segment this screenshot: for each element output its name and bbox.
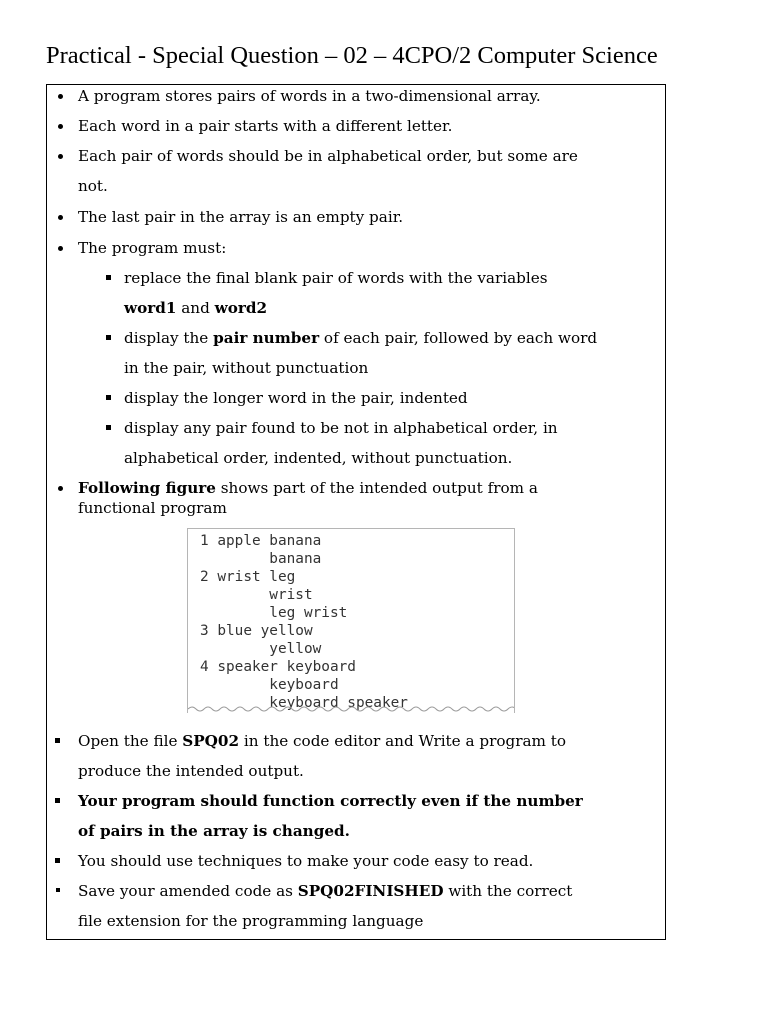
task-text-part: in the code editor and Write a program to [239,732,567,750]
output-line: 3 blue yellow [200,623,313,639]
bullet-text: Each pair of words should be in alphabetical order, but some are [78,147,578,165]
square-bullet-icon [106,425,111,430]
square-bullet-icon [106,275,111,280]
task-text-part: with the correct [443,882,573,900]
task-text-part: Open the file [78,732,183,750]
task-text-bold-continued: of pairs in the array is changed. [78,822,350,840]
task-text-part: Save your amended code as [78,882,298,900]
requirement-text-part: display the [124,329,214,347]
figure-intro-bold: Following figure [78,479,216,497]
output-line: banana [200,551,322,567]
output-line: 1 apple banana [200,533,322,549]
output-line: 2 wrist leg [200,569,296,585]
output-line: yellow [200,641,322,657]
page-title: Practical - Special Question – 02 – 4CPO/2 Computer Science [46,42,658,69]
output-line: 4 speaker keyboard [200,659,356,675]
requirement-text: display the longer word in the pair, indented [124,389,468,407]
task-text-bold: Your program should function correctly even if the number [78,792,583,810]
bullet-icon [58,124,63,129]
bullet-icon [58,486,63,491]
output-line: keyboard speaker [200,695,408,711]
requirement-text [124,328,597,348]
square-bullet-icon [55,738,60,743]
requirement-text-continued [124,298,267,318]
bullet-text: Each word in a pair starts with a different letter. [78,117,453,135]
question-box [46,84,666,940]
output-line: wrist [200,587,313,603]
square-bullet-icon [106,395,111,400]
requirement-text-part: of each pair, followed by each word [319,329,598,347]
task-text [78,881,572,901]
output-figure [187,528,515,713]
task-text-continued: produce the intended output. [78,762,304,780]
bullet-text: A program stores pairs of words in a two-dimensional array. [78,87,541,105]
file-name-bold: SPQ02FINISHED [297,882,444,900]
output-line: keyboard [200,677,339,693]
square-bullet-icon [55,858,60,863]
figure-intro-continued: functional program [78,499,227,517]
task-text [78,731,566,751]
file-name-bold: SPQ02 [182,732,240,750]
bullet-text: The last pair in the array is an empty pair. [78,208,404,226]
bullet-icon [58,246,63,251]
bullet-icon [58,94,63,99]
bullet-text-continued: not. [78,177,108,195]
task-text-continued: file extension for the programming language [78,912,424,930]
torn-edge-icon [188,705,515,713]
output-line: leg wrist [200,605,348,621]
bullet-icon [58,215,63,220]
requirement-text: replace the final blank pair of words with the variables [124,269,548,287]
task-text: You should use techniques to make your code easy to read. [78,852,534,870]
requirement-text-continued: in the pair, without punctuation [124,359,369,377]
square-bullet-icon [106,335,111,340]
square-bullet-icon [56,888,60,892]
bullet-icon [58,154,63,159]
variable-word1: word1 [124,299,177,317]
figure-intro-rest: shows part of the intended output from a [215,479,538,497]
variable-word2: word2 [214,299,268,317]
square-bullet-icon [55,798,60,803]
requirement-text: display any pair found to be not in alphabetical order, in [124,419,558,437]
figure-intro-text [78,478,538,498]
bullet-text: The program must: [78,239,227,257]
pair-number-bold: pair number [213,329,320,347]
requirement-text-continued: alphabetical order, indented, without punctuation. [124,449,513,467]
and-text: and [176,299,215,317]
